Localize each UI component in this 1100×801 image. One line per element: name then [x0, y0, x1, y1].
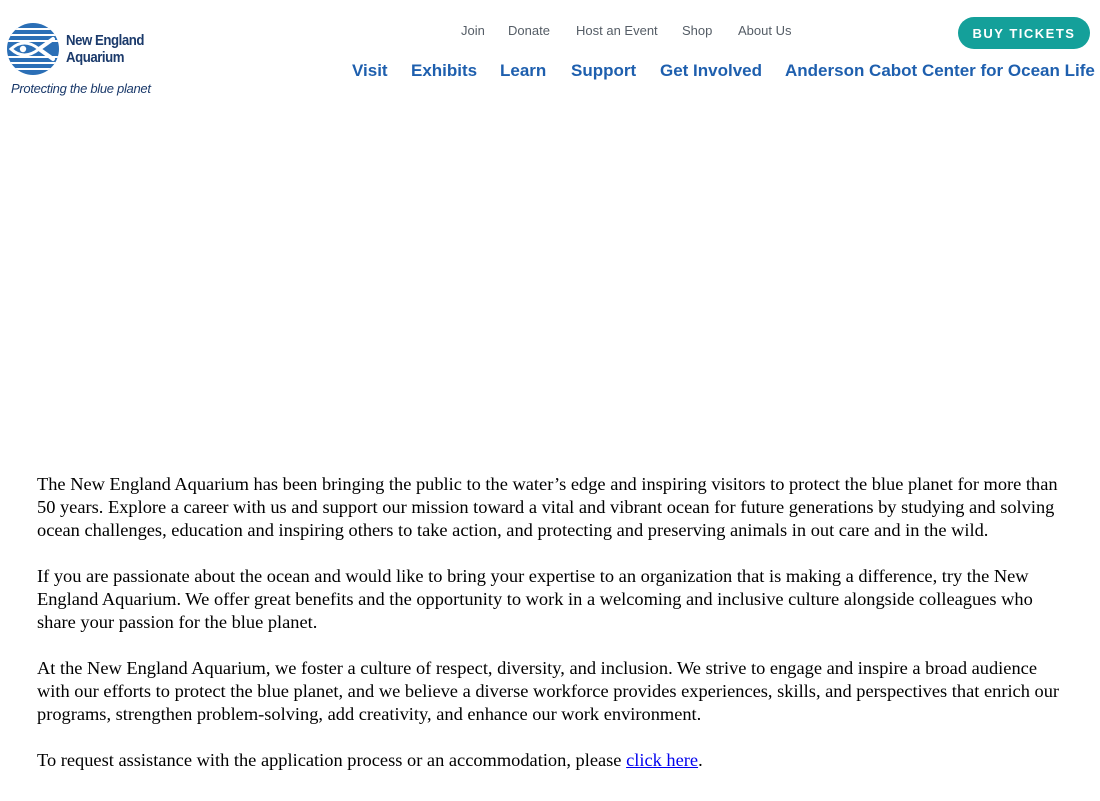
main-nav-visit[interactable]: Visit: [352, 61, 388, 80]
buy-tickets-button[interactable]: BUY TICKETS: [958, 17, 1090, 49]
logo-name-line1: New England: [66, 32, 145, 49]
util-nav-donate[interactable]: Donate: [508, 23, 550, 38]
logo-name-line2: Aquarium: [66, 49, 125, 66]
main-nav-anderson-cabot-center[interactable]: Anderson Cabot Center for Ocean Life: [785, 61, 1095, 80]
main-nav-get-involved[interactable]: Get Involved: [660, 61, 763, 80]
utility-nav: [0, 23, 1100, 41]
site-header: [0, 0, 1100, 110]
intro-paragraph: The New England Aquarium has been bringing the public to the water’s edge and inspiring visitors to protect the blue planet for more than 50 years. Explore a career with us and support our mission toward a vital and vibrant ocean for future generations by studying and solving ocean challenges, education and inspiring others to take action, and protecting and preserving animals in out care and in the wild.: [37, 474, 1058, 540]
util-nav-about-us[interactable]: About Us: [738, 23, 792, 38]
main-nav-learn[interactable]: Learn: [500, 61, 547, 80]
accommodation-text: To request assistance with the application process or an accommodation, please: [37, 750, 627, 770]
util-nav-shop[interactable]: Shop: [682, 23, 713, 38]
accommodation-link[interactable]: click here: [626, 750, 699, 770]
accommodation-period: .: [698, 750, 703, 770]
accommodation-paragraph: [37, 749, 1067, 772]
main-nav: [0, 61, 1100, 85]
inclusion-paragraph: At the New England Aquarium, we foster a culture of respect, diversity, and inclusion. We strive to engage and inspire a broad audience with our efforts to protect the blue planet, and we believe a diverse workforce provides experiences, skills, and perspectives that enrich our programs, strengthen problem-solving, add creativity, and enhance our work environment.: [37, 658, 1060, 724]
util-nav-host-an-event[interactable]: Host an Event: [576, 23, 658, 38]
util-nav-join[interactable]: Join: [461, 23, 485, 38]
passion-paragraph: If you are passionate about the ocean and would like to bring your expertise to an organization that is making a difference, try the New England Aquarium. We offer great benefits and the opportunity to work in a welcoming and inclusive culture alongside colleagues who share your passion for the blue planet.: [37, 566, 1033, 632]
main-nav-exhibits[interactable]: Exhibits: [411, 61, 478, 80]
logo-tagline: Protecting the blue planet: [11, 81, 151, 96]
main-nav-support[interactable]: Support: [571, 61, 637, 80]
careers-content: [37, 473, 1067, 795]
